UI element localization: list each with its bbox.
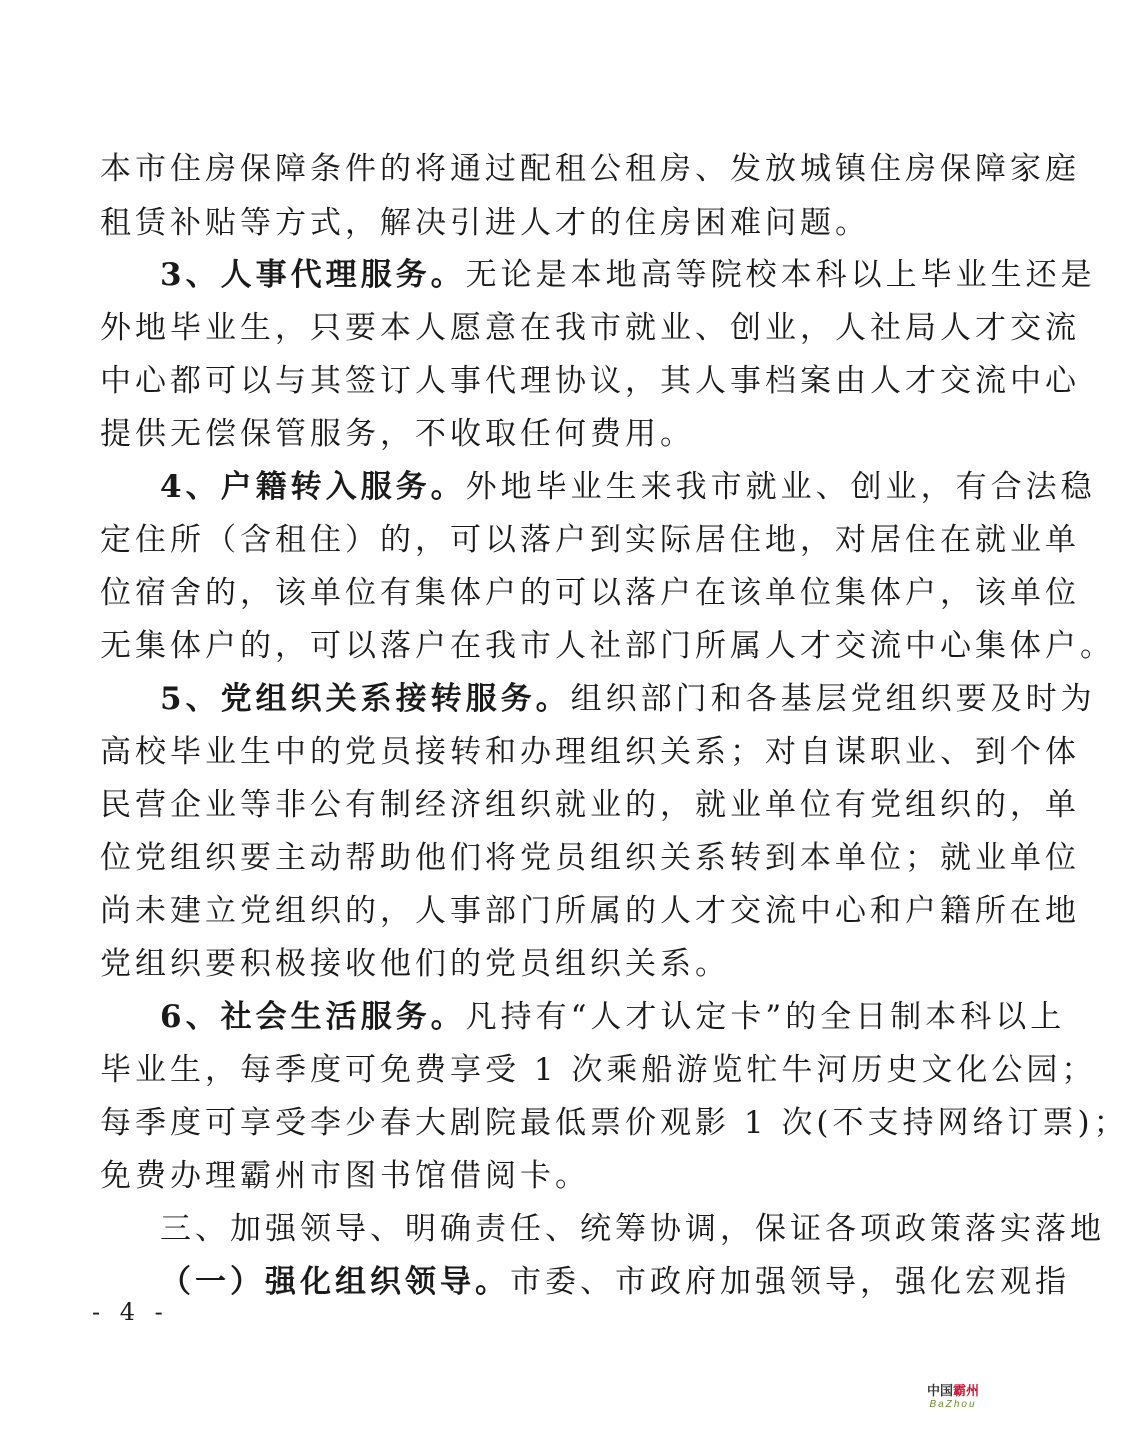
- text-line: 本市住房保障条件的将通过配租公租房、发放城镇住房保障家庭: [100, 151, 1080, 187]
- text-line: 定住所（含租住）的，可以落户到实际居住地，对居住在就业单: [100, 522, 1080, 558]
- section-heading: 3、人事代理服务。: [160, 257, 466, 293]
- text-line: 外地毕业生，只要本人愿意在我市就业、创业，人社局人才交流: [100, 310, 1080, 346]
- text-line: 免费办理霸州市图书馆借阅卡。: [100, 1158, 590, 1194]
- section-heading: 4、户籍转入服务。: [160, 469, 466, 505]
- section-heading: 6、社会生活服务。: [160, 999, 466, 1035]
- paragraph-5-start: 5、党组织关系接转服务。组织部门和各基层党组织要及时为: [160, 681, 1096, 717]
- text-line: 租赁补贴等方式，解决引进人才的住房困难问题。: [100, 205, 870, 241]
- text-line: 尚未建立党组织的，人事部门所属的人才交流中心和户籍所在地: [100, 893, 1080, 929]
- text-line: 位党组织要主动帮助他们将党员组织关系转到本单位；就业单位: [100, 840, 1080, 876]
- text-line: 毕业生，每季度可免费享受 1 次乘船游览牤牛河历史文化公园；: [100, 1052, 1097, 1088]
- paragraph-4-start: 4、户籍转入服务。外地毕业生来我市就业、创业，有合法稳: [160, 469, 1096, 505]
- section-heading: 5、党组织关系接转服务。: [160, 681, 571, 717]
- text-line: 提供无偿保管服务，不收取任何费用。: [100, 416, 695, 452]
- section-heading: （一）强化组织领导。: [160, 1264, 510, 1300]
- section-three-title: 三、加强领导、明确责任、统筹协调，保证各项政策落实落地: [160, 1211, 1105, 1247]
- watermark-logo: 中国霸州 BaZhou: [926, 1383, 980, 1410]
- text-line: 无集体户的，可以落户在我市人社部门所属人才交流中心集体户。: [100, 628, 1115, 664]
- text-line: 每季度可享受李少春大剧院最低票价观影 1 次(不支持网络订票)；: [100, 1105, 1129, 1141]
- text-line: 民营企业等非公有制经济组织就业的，就业单位有党组织的，单: [100, 787, 1080, 823]
- text-line: 高校毕业生中的党员接转和办理组织关系；对自谋职业、到个体: [100, 734, 1080, 770]
- paragraph-6-start: 6、社会生活服务。凡持有“人才认定卡”的全日制本科以上: [160, 999, 1066, 1035]
- text-line: 党组织要积极接收他们的党员组织关系。: [100, 946, 730, 982]
- subsection-start: （一）强化组织领导。市委、市政府加强领导，强化宏观指: [160, 1264, 1070, 1300]
- page-number: - 4 -: [92, 1298, 169, 1326]
- paragraph-3-start: 3、人事代理服务。无论是本地高等院校本科以上毕业生还是: [160, 257, 1096, 293]
- text-line: 中心都可以与其签订人事代理协议，其人事档案由人才交流中心: [100, 363, 1080, 399]
- text-line: 位宿舍的，该单位有集体户的可以落户在该单位集体户，该单位: [100, 575, 1080, 611]
